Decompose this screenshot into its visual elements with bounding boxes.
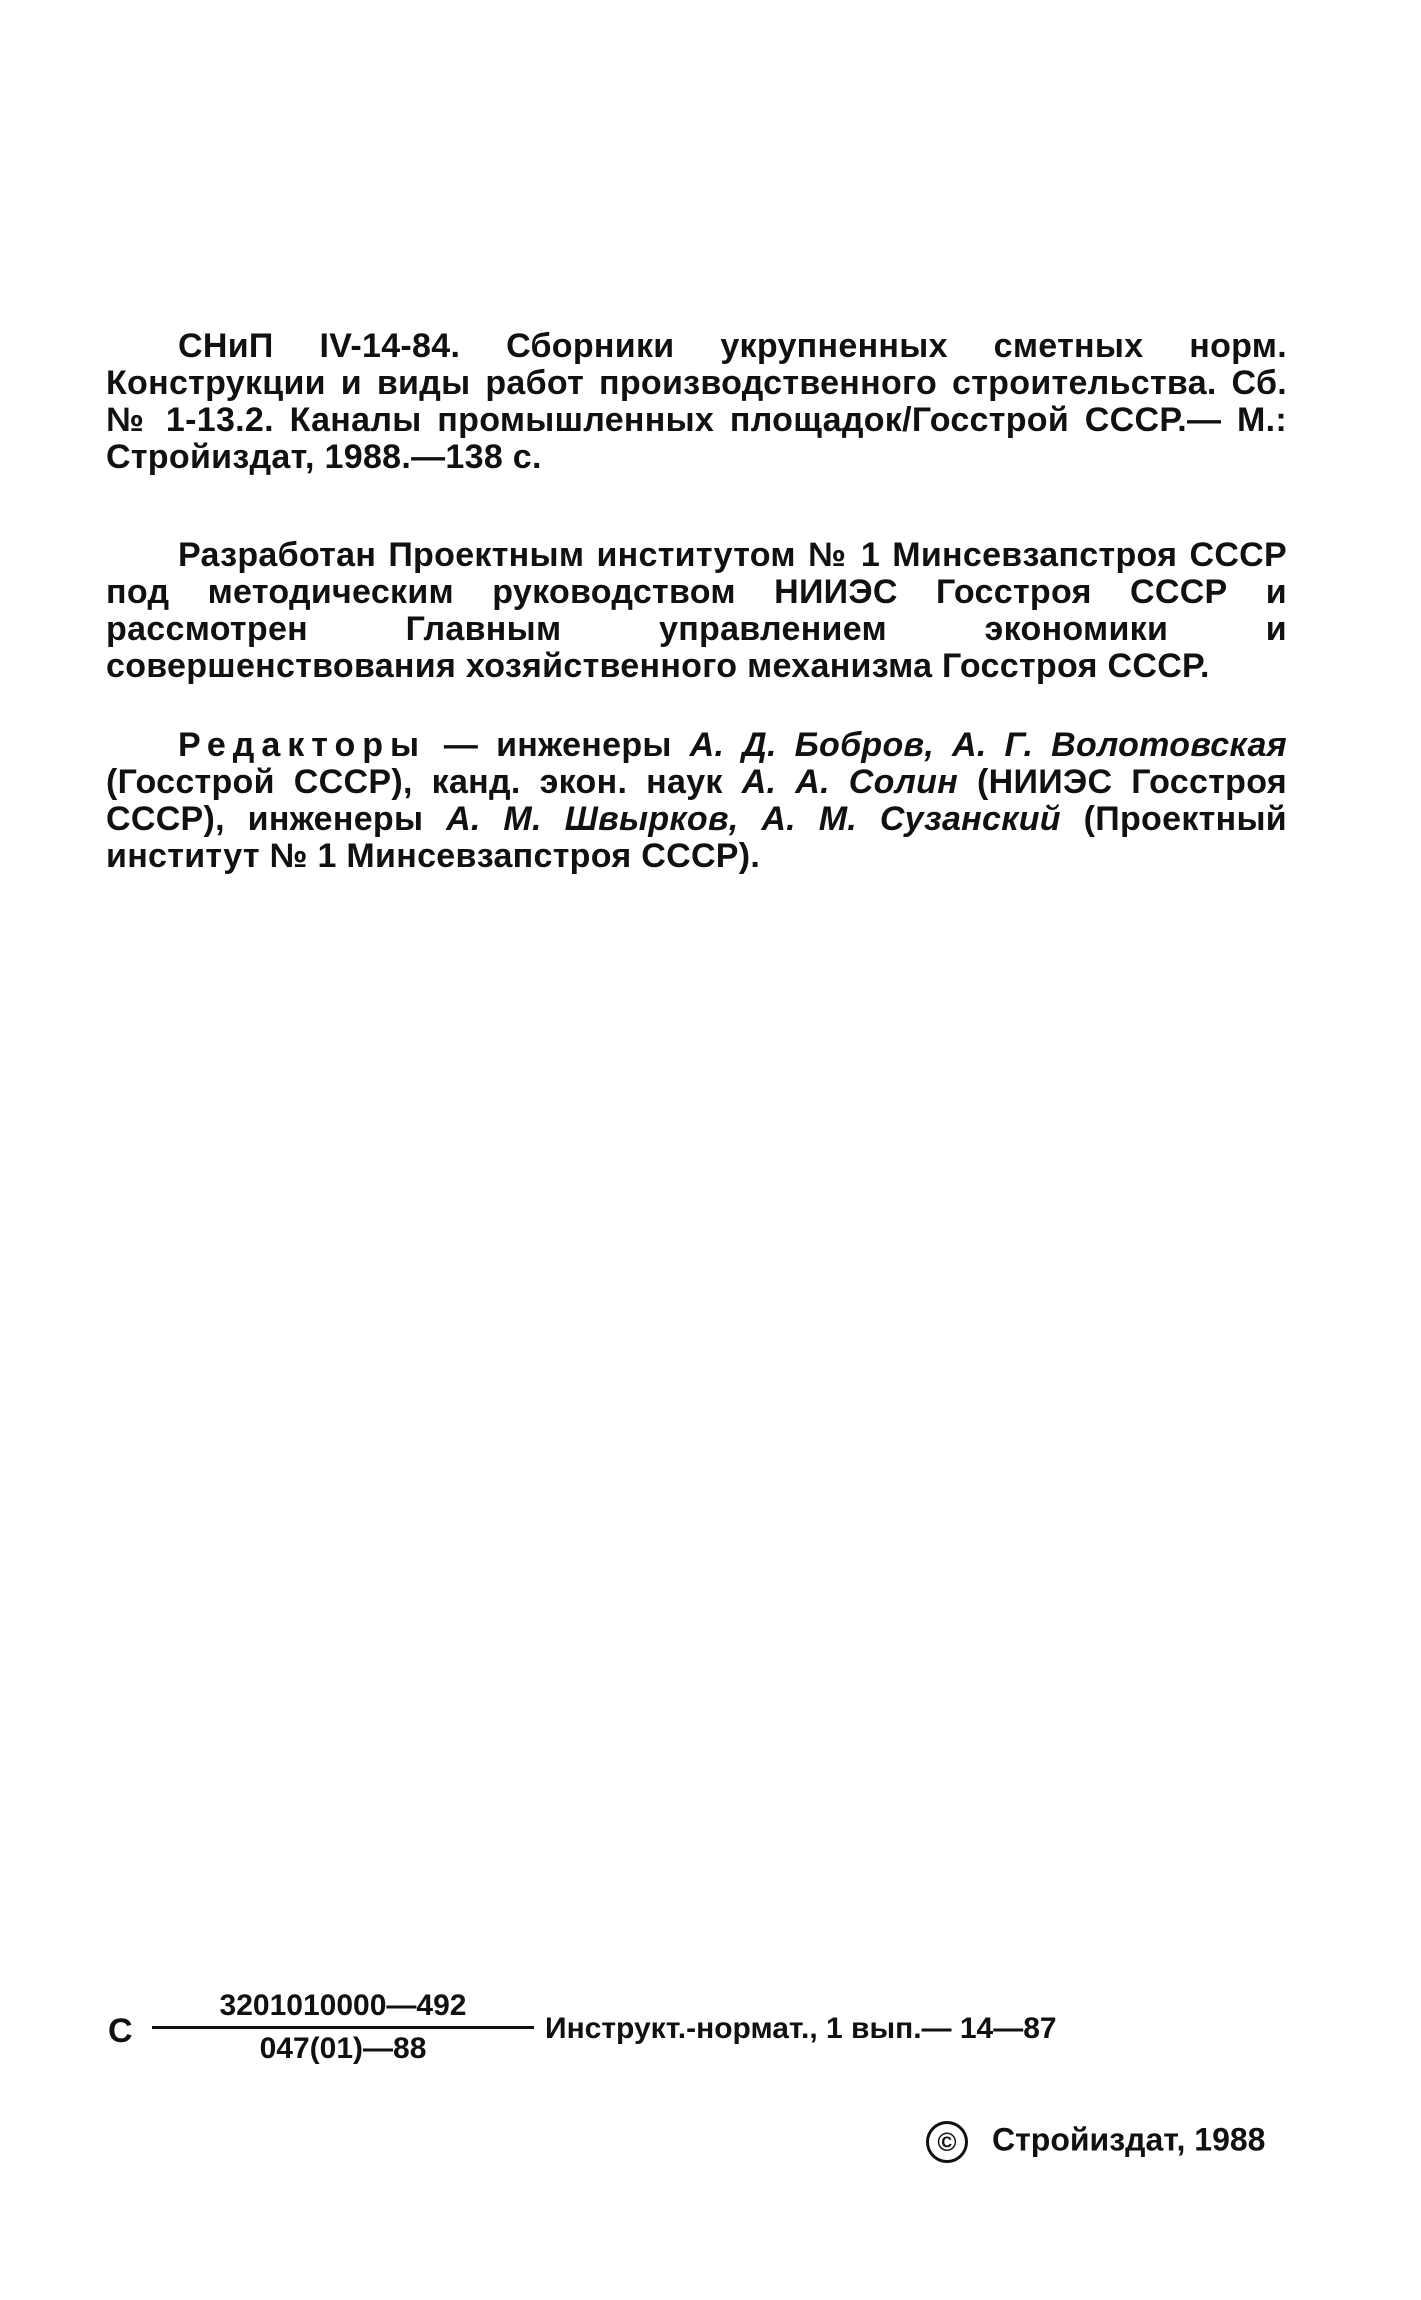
- imprint-fraction: [152, 1988, 534, 2067]
- editor-names-2: А. А. Солин: [741, 763, 959, 801]
- editors-note: [106, 727, 1287, 875]
- document-code: СНиП IV-14-84.: [178, 327, 461, 365]
- developer-note: [106, 537, 1287, 685]
- imprint-numerator: 3201010000—492: [219, 1989, 467, 2022]
- imprint-letter: С: [108, 2012, 133, 2050]
- editors-affiliation-3: (Проектный институт № 1 Минсевзапстроя СССР).: [106, 800, 1287, 875]
- copyright-text: Стройиздат, 1988: [992, 2121, 1266, 2158]
- editors-affiliation-2: (НИИЭС Госстроя СССР), инженеры: [106, 763, 1287, 838]
- copyright-icon: ©: [926, 2121, 968, 2163]
- editor-names-3: А. М. Швырков, А. М. Сузанский: [446, 800, 1061, 838]
- editors-label: Редакторы: [178, 726, 427, 764]
- bibliographic-text: Сборники укрупненных сметных норм. Конструкции и виды работ производственного строительства. Сб. № 1-13.2. Каналы промышленных площадок/Госстрой СССР.— М.: Стройиздат, 1988.—138 с.: [106, 327, 1287, 476]
- editors-affiliation-1: (Госстрой СССР), канд. экон. наук: [106, 763, 742, 801]
- copyright-line: [926, 2121, 1265, 2163]
- editors-dash: — инженеры: [426, 726, 690, 764]
- imprint-denominator: 047(01)—88: [259, 2032, 427, 2065]
- bibliographic-description: [106, 328, 1287, 476]
- fraction-bar: [152, 2026, 534, 2029]
- editor-names-1: А. Д. Бобров, А. Г. Волотовская: [689, 726, 1287, 764]
- imprint-tail: Инструкт.-нормат., 1 вып.— 14—87: [545, 2012, 1057, 2045]
- developer-text: Разработан Проектным институтом № 1 Минсевзапстроя СССР под методическим руководством НИИЭС Госстроя СССР и рассмотрен Главным управлением экономики и совершенствования хозяйственного механизма Госстроя СССР.: [106, 536, 1287, 685]
- publication-imprint: [108, 1988, 1108, 2088]
